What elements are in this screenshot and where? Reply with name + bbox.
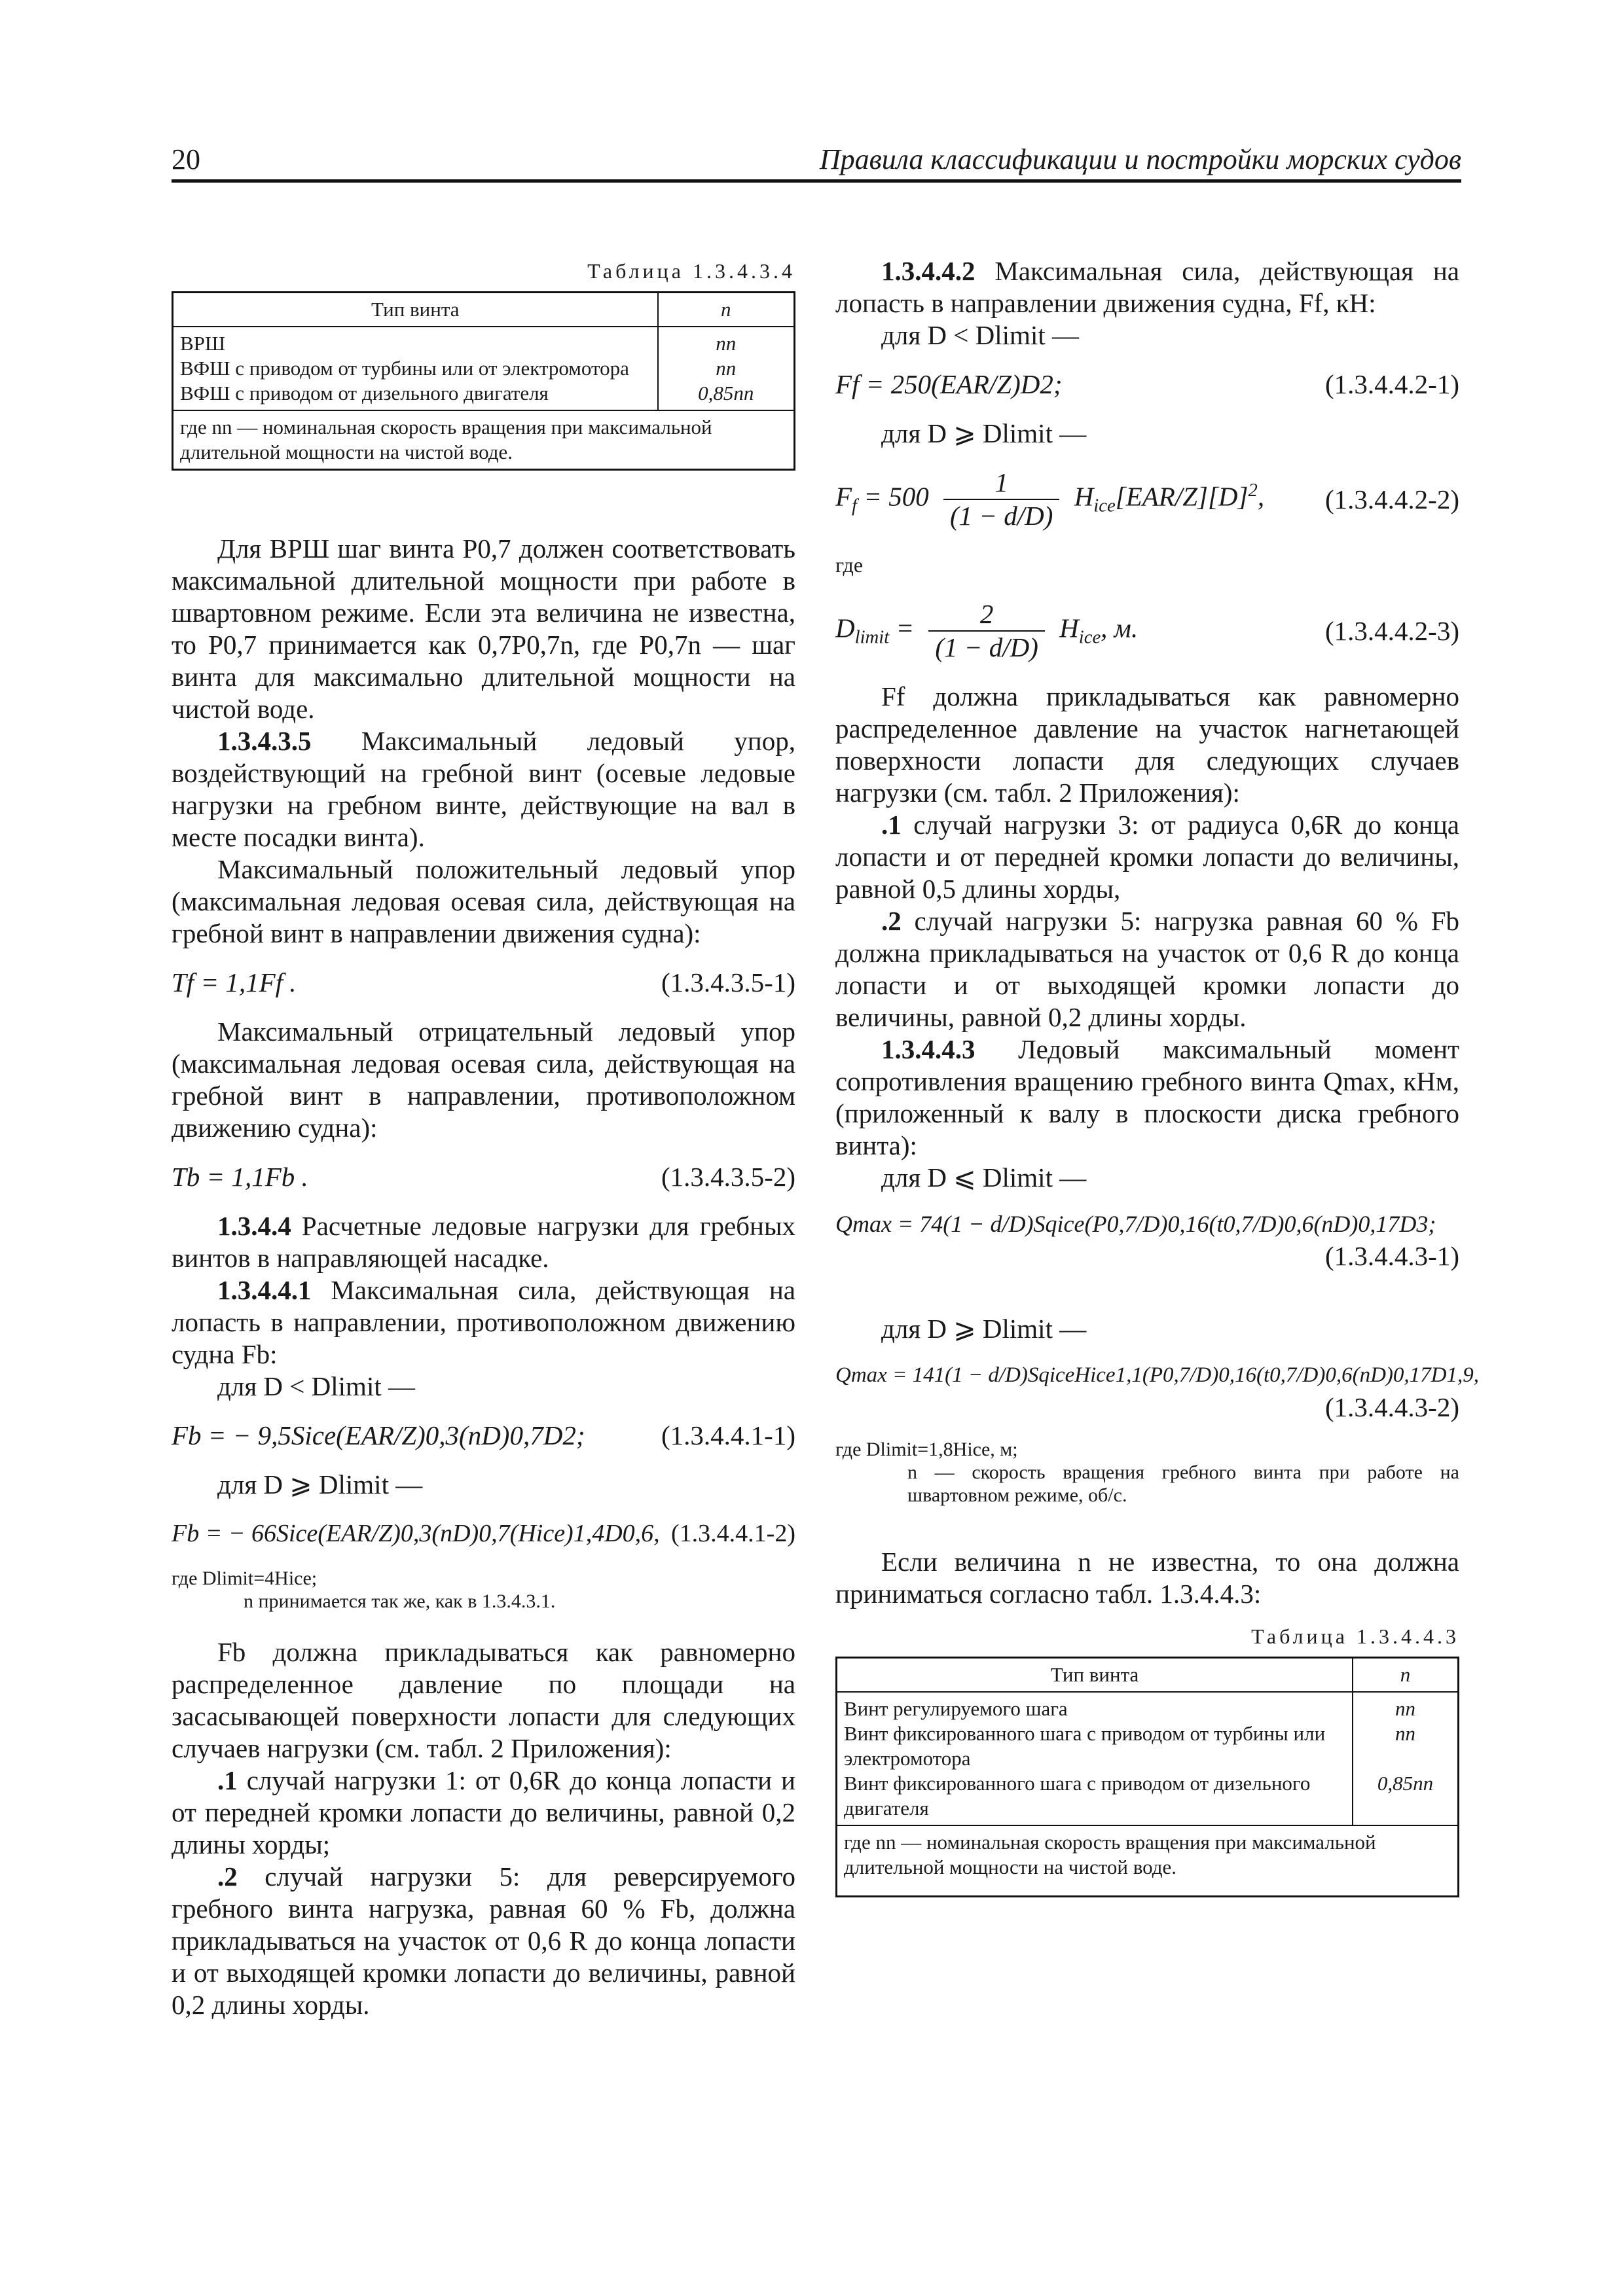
table2-header-type: Тип винта: [837, 1658, 1353, 1693]
equation: [172, 967, 795, 999]
table-cell: ВРШ: [180, 332, 226, 355]
equation-number: (1.3.4.4.2-2): [1325, 484, 1459, 514]
equation: [835, 598, 1459, 664]
table-cell: Винт регулируемого шага: [844, 1697, 1068, 1720]
running-title: Правила классификации и постройки морских судов: [819, 143, 1461, 175]
paragraph: .2 случай нагрузки 5: нагрузка равная 60 % Fb должна прикладываться на участок от 0,6 R до конца лопасти и от выходящей кромки лопасти до величины, равной 0,2 длины хорды.: [835, 906, 1459, 1032]
equation-number: (1.3.4.4.1-1): [661, 1420, 795, 1450]
equation-number: (1.3.4.4.2-3): [1325, 615, 1459, 646]
table-cell: 0,85nn: [698, 382, 754, 404]
note-line: где Dlimit=1,8Hice, м;: [835, 1439, 1018, 1460]
paragraph: 1.3.4.3.5 Максимальный ледовый упор, воздействующий на гребной винт (осевые ледовые нагрузки на гребном винте, действующие на вал в месте посадки винта).: [172, 726, 795, 852]
condition: для D ⩾ Dlimit —: [881, 1314, 1087, 1344]
equation-number: (1.3.4.3.5-2): [661, 1162, 795, 1192]
table1-note: где nn — номинальная скорость вращения при максимальной длительной мощности на чистой воде.: [173, 410, 795, 470]
formula: $D_{limit}$ = $\frac{2}{(1 - d/D)}$ $H_{ice}$, м.: [835, 599, 1139, 662]
equation: [835, 1359, 1480, 1424]
condition: для D < Dlimit —: [881, 320, 1079, 350]
table2-types: [837, 1692, 1353, 1825]
where-label: где: [835, 553, 864, 577]
table1-types: [173, 327, 658, 410]
page-header: [172, 143, 1461, 183]
paragraph: Если величина n не известна, то она должна приниматься согласно табл. 1.3.4.4.3:: [835, 1547, 1459, 1609]
paragraph: Для ВРШ шаг винта P0,7 должен соответствовать максимальной длительной мощности при работе в швартовном режиме. Если эта величина не известна, то P0,7 принимается как 0,7P0,7n, где P0,7n — шаг винта для максимально длительной мощности на чистой воде.: [172, 533, 795, 724]
paragraph: Максимальный отрицательный ледовый упор (максимальная ледовая осевая сила, действующая на гребной винт в направлении, противоположном движению судна):: [172, 1016, 795, 1143]
equation-number: (1.3.4.3.5-1): [661, 967, 795, 997]
condition: для D ⩾ Dlimit —: [881, 418, 1087, 448]
condition: для D < Dlimit —: [217, 1371, 415, 1401]
table2-header-n: n: [1353, 1658, 1459, 1693]
equation-number: (1.3.4.4.3-2): [1325, 1392, 1459, 1422]
formula: $F_f = 500$ $\frac{1}{(1 - d/D)}$ $H_{ice}[EAR/Z][D]^2$,: [835, 467, 1265, 531]
note-line: n принимается так же, как в 1.3.4.3.1.: [244, 1590, 556, 1612]
paragraph: 1.3.4.4.3 Ледовый максимальный момент сопротивления вращению гребного винта Qmax, кНм, (приложенный к валу в плоскости диска гребного винта):: [835, 1034, 1459, 1160]
equation: [835, 1208, 1459, 1272]
paragraph: 1.3.4.4 Расчетные ледовые нагрузки для гребных винтов в направляющей насадке.: [172, 1211, 795, 1273]
equation-number: (1.3.4.4.3-1): [1325, 1241, 1459, 1271]
condition: для D ⩽ Dlimit —: [881, 1162, 1087, 1193]
note-line: n — скорость вращения гребного винта при работе на швартовном режиме, об/с.: [907, 1462, 1459, 1506]
condition: для D ⩾ Dlimit —: [217, 1469, 423, 1499]
table1-header-type: Тип винта: [173, 293, 658, 327]
equation: [835, 467, 1459, 532]
table2-caption: Таблица 1.3.4.4.3: [1251, 1624, 1459, 1648]
formula: Qmax = 74(1 − d/D)Sqice(P0,7/D)0,16(t0,7/D)0,6(nD)0,17D3;: [835, 1211, 1436, 1237]
table-cell: ВФШ с приводом от турбины или от электромотора: [180, 357, 629, 380]
table-cell: 0,85nn: [1377, 1772, 1434, 1795]
table-cell: Винт фиксированного шага с приводом от дизельного двигателя: [844, 1772, 1311, 1820]
formula: Qmax = 141(1 − d/D)SqiceHice1,1(P0,7/D)0,16(t0,7/D)0,6(nD)0,17D1,9,: [835, 1363, 1480, 1387]
paragraph: Fb должна прикладываться как равномерно распределенное давление по площади на засасывающей поверхности лопасти для следующих случаев нагрузки (см. табл. 2 Приложения):: [172, 1637, 795, 1763]
table1-values: [658, 327, 795, 410]
equation: [835, 368, 1459, 401]
table-cell: ВФШ с приводом от дизельного двигателя: [180, 382, 549, 404]
table-cell: nn: [716, 332, 737, 355]
paragraph: 1.3.4.4.1 Максимальная сила, действующая на лопасть в направлении, противоположном движению судна Fb:: [172, 1275, 795, 1369]
table1: [172, 291, 795, 471]
paragraph: Максимальный положительный ледовый упор (максимальная ледовая осевая сила, действующая на гребной винт в направлении движения судна):: [172, 854, 795, 948]
paragraph: .1 случай нагрузки 3: от радиуса 0,6R до конца лопасти и от передней кромки лопасти до величины, равной 0,5 длины хорды,: [835, 810, 1459, 904]
paragraph: .1 случай нагрузки 1: от 0,6R до конца лопасти и от передней кромки лопасти до величины, равной 0,2 длины хорды;: [172, 1765, 795, 1859]
definitions-note: [172, 1567, 795, 1613]
table2-note: где nn — номинальная скорость вращения при максимальной длительной мощности на чистой воде.: [837, 1825, 1459, 1897]
formula: Fb = − 66Sice(EAR/Z)0,3(nD)0,7(Hice)1,4D0,6,: [172, 1520, 660, 1547]
paragraph: 1.3.4.4.2 Максимальная сила, действующая на лопасть в направлении движения судна, Ff, кН:: [835, 256, 1459, 318]
equation: [172, 1518, 795, 1550]
formula: Ff = 250(EAR/Z)D2;: [835, 369, 1063, 399]
right-column: [835, 255, 1480, 1897]
table1-caption: Таблица 1.3.4.3.4: [587, 259, 795, 283]
left-column: [172, 255, 795, 2021]
formula: Tf = 1,1Ff .: [172, 967, 297, 997]
paragraph: .2 случай нагрузки 5: для реверсируемого гребного винта нагрузка, равная 60 % Fb, должна прикладываться на участок от 0,6 R до конца лопасти и от выходящей кромки лопасти до величины, равной 0,2 длины хорды.: [172, 1861, 795, 2020]
table1-header-n: n: [658, 293, 795, 327]
paragraph: Ff должна прикладываться как равномерно распределенное давление на участок нагнетающей поверхности лопасти для следующих случаев нагрузки (см. табл. 2 Приложения):: [835, 681, 1459, 808]
table-cell: nn: [716, 357, 737, 380]
formula: Fb = − 9,5Sice(EAR/Z)0,3(nD)0,7D2;: [172, 1420, 585, 1450]
note-line: где Dlimit=4Hice;: [172, 1568, 318, 1589]
table-cell: nn: [1395, 1697, 1415, 1720]
equation-number: (1.3.4.4.1-2): [671, 1520, 795, 1547]
table-cell: nn: [1395, 1722, 1415, 1745]
equation-number: (1.3.4.4.2-1): [1325, 369, 1459, 399]
page-number: 20: [172, 143, 200, 175]
table2: [835, 1657, 1459, 1897]
table2-values: [1353, 1692, 1459, 1825]
equation: [172, 1420, 795, 1452]
formula: Tb = 1,1Fb .: [172, 1162, 308, 1192]
equation: [172, 1161, 795, 1193]
table-cell: Винт фиксированного шага с приводом от турбины или электромотора: [844, 1722, 1326, 1770]
definitions-note: [835, 1438, 1459, 1507]
